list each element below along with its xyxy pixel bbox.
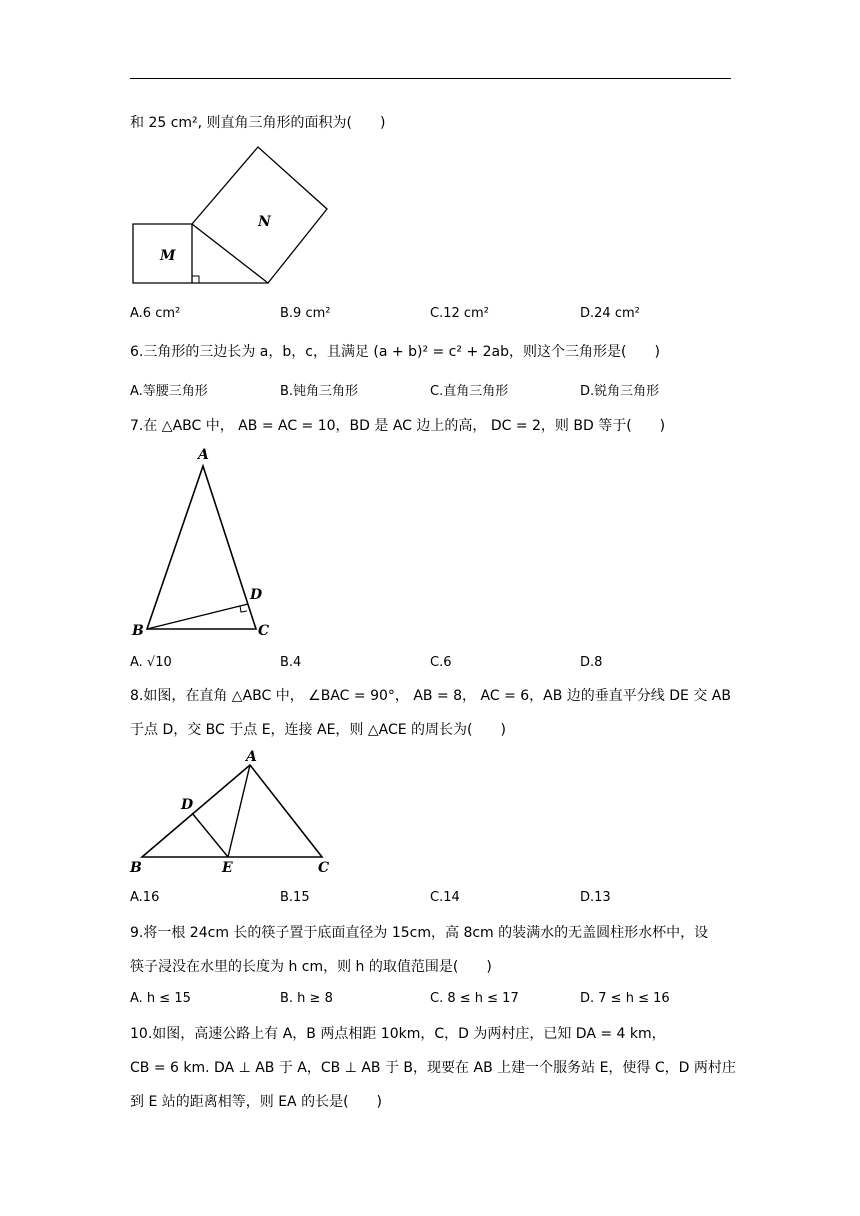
- q9-stem-line1: 9.将一根 24cm 长的筷子置于底面直径为 15cm，高 8cm 的装满水的无盖圆柱形水杯中，设: [130, 925, 709, 941]
- right-angle-mark: [240, 606, 247, 612]
- q5-option-d[interactable]: D.24 cm²: [580, 306, 640, 321]
- q6-stem: 6.三角形的三边长为 a，b，c，且满足 (a + b)² = c² + 2ab，则这个三角形是( ): [130, 344, 660, 360]
- label-a: A: [246, 749, 257, 765]
- label-b: B: [132, 623, 144, 639]
- q9-stem-line2: 筷子浸没在水里的长度为 h cm，则 h 的取值范围是( ): [130, 959, 492, 975]
- q8-stem-line1: 8.如图，在直角 △ABC 中， ∠BAC = 90°， AB = 8， AC = 6，AB 边的垂直平分线 DE 交 AB: [130, 688, 731, 704]
- q8-options: [130, 888, 730, 908]
- q6-options: [130, 382, 730, 402]
- q5-option-a[interactable]: A.6 cm²: [130, 306, 181, 321]
- q9-option-c[interactable]: C. 8 ≤ h ≤ 17: [430, 991, 519, 1006]
- q9-option-b[interactable]: B. h ≥ 8: [280, 991, 333, 1006]
- label-c: C: [318, 860, 330, 876]
- label-a: A: [198, 447, 209, 463]
- label-m: M: [160, 248, 176, 264]
- right-angle-mark: [192, 276, 199, 283]
- label-d: D: [181, 797, 194, 813]
- q10-stem-line2: CB = 6 km. DA ⊥ AB 于 A，CB ⊥ AB 于 B，现要在 AB 上建一个服务站 E，使得 C，D 两村庄: [130, 1060, 736, 1076]
- label-c: C: [258, 623, 270, 639]
- header-rule: [130, 78, 731, 79]
- q8-stem-line2: 于点 D，交 BC 于点 E，连接 AE，则 △ACE 的周长为( ): [130, 722, 506, 738]
- q5-option-c[interactable]: C.12 cm²: [430, 306, 489, 321]
- q7-figure: [128, 442, 278, 642]
- q7-option-b[interactable]: B.4: [280, 655, 302, 670]
- label-d: D: [250, 587, 263, 603]
- label-b: B: [130, 860, 142, 876]
- q9-option-a[interactable]: A. h ≤ 15: [130, 991, 191, 1006]
- q5-stem: 和 25 cm², 则直角三角形的面积为( ): [130, 115, 386, 131]
- q7-option-c[interactable]: C.6: [430, 655, 452, 670]
- q7-stem: 7.在 △ABC 中， AB = AC = 10，BD 是 AC 边上的高， DC = 2，则 BD 等于( ): [130, 418, 666, 434]
- q10-stem-line3: 到 E 站的距离相等，则 EA 的长是( ): [130, 1094, 382, 1110]
- triangle-abc: [147, 466, 256, 629]
- q5-options: [130, 304, 730, 324]
- q8-option-c[interactable]: C.14: [430, 890, 460, 905]
- q7-option-d[interactable]: D.8: [580, 655, 603, 670]
- q5-option-b[interactable]: B.9 cm²: [280, 306, 331, 321]
- q8-option-d[interactable]: D.13: [580, 890, 611, 905]
- q8-option-a[interactable]: A.16: [130, 890, 160, 905]
- q8-figure: [128, 748, 338, 878]
- label-n: N: [258, 214, 271, 230]
- q6-option-a[interactable]: A.等腰三角形: [130, 384, 208, 399]
- q10-stem-line1: 10.如图，高速公路上有 A，B 两点相距 10km，C，D 为两村庄，已知 DA = 4 km，: [130, 1026, 666, 1042]
- segment-de: [192, 813, 228, 857]
- q7-options: [130, 653, 730, 673]
- q6-option-c[interactable]: C.直角三角形: [430, 384, 509, 399]
- segment-ae: [228, 765, 250, 857]
- q8-option-b[interactable]: B.15: [280, 890, 310, 905]
- q7-option-a[interactable]: A. √10: [130, 655, 172, 670]
- q9-options: [130, 989, 730, 1009]
- altitude-bd: [147, 604, 248, 629]
- label-e: E: [222, 860, 233, 876]
- q9-option-d[interactable]: D. 7 ≤ h ≤ 16: [580, 991, 670, 1006]
- q6-option-b[interactable]: B.钝角三角形: [280, 384, 359, 399]
- q6-option-d[interactable]: D.锐角三角形: [580, 384, 660, 399]
- q5-figure: [128, 140, 333, 290]
